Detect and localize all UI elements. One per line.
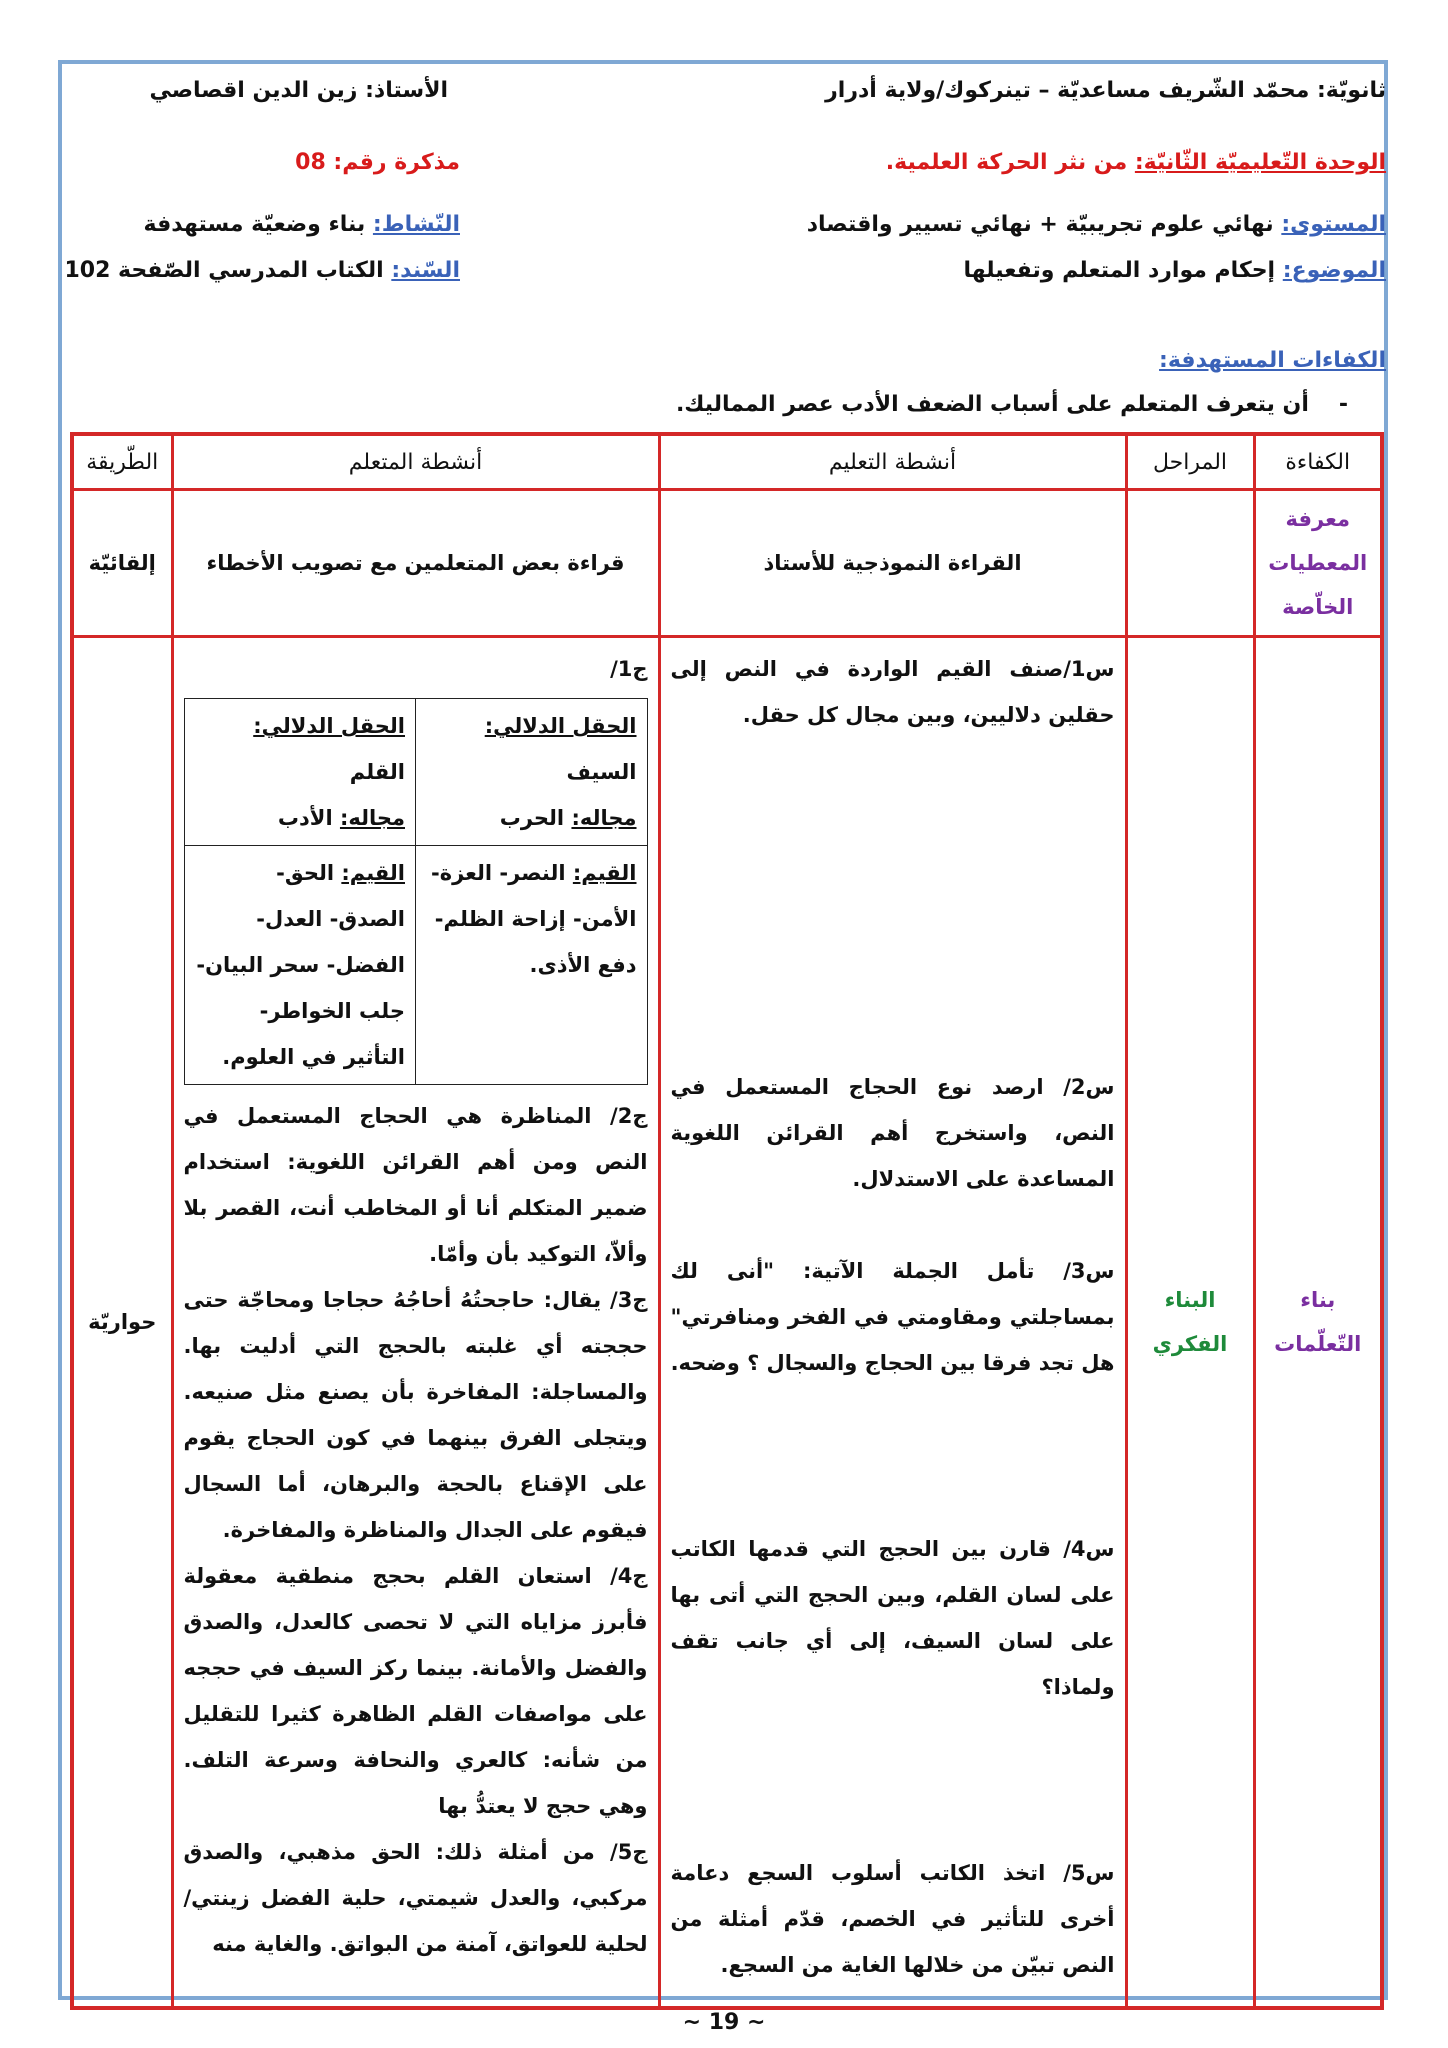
source-line xyxy=(64,258,460,283)
activity-label: النّشاط: xyxy=(372,212,460,237)
source-value: الكتاب المدرسي الصّفحة 102 xyxy=(64,258,392,283)
table-row xyxy=(72,637,1382,2009)
pen-field-label: الحقل الدلالي: xyxy=(253,714,405,738)
pen-values-value: الحق- الصدق- العدل- الفضل- سحر البيان- جلب الخواطر- التأثير في العلوم. xyxy=(196,861,405,1069)
goal-dash: - xyxy=(1338,392,1348,417)
answer-2: ج2/ المناظرة هي الحجاج المستعمل في النص ومن أهم القرائن اللغوية: استخدام ضمير المتكلم أنا أو المخاطب أنت، القصر بلا وألاّ، التوكيد بأن وأمّا. xyxy=(183,1104,648,1266)
pen-field-value: القلم xyxy=(349,760,405,784)
row1-competency: معرفة المعطيات الخاّصة xyxy=(1254,490,1382,637)
unit-label: الوحدة التّعليميّة الثّانيّة: xyxy=(1134,150,1386,175)
question-4: س4/ قارن بين الحجج التي قدمها الكاتب على لسان القلم، وبين الحجج التي أتى بها على لسان السيف، إلى أي جانب تقف ولماذا؟ xyxy=(670,1537,1115,1699)
table-header-row xyxy=(72,434,1382,490)
answer-3: ج3/ يقال: حاجحتُهُ أحاجُهُ حجاجا ومحاجّة حتى حججته أي غلبته بالحجج التي أدليت بها. والمساجلة: المفاخرة بأن يصنع مثل صنيعه. ويتجلى الفرق بينهما في كون الحجاج يقوم على الإقناع بالحجة والبرهان، أما السجال فيقوم على الجدال والمناظرة والمفاخرة. xyxy=(183,1288,648,1542)
header-competency: الكفاءة xyxy=(1254,434,1382,490)
row1-learner: قراءة بعض المتعلمين مع تصويب الأخطاء xyxy=(172,490,659,637)
pen-values-cell xyxy=(184,846,416,1085)
question-5: س5/ اتخذ الكاتب أسلوب السجع دعامة أخرى للتأثير في الخصم، قدّم أمثلة من النص تبيّن من خلالها الغاية من السجع. xyxy=(670,1861,1115,1977)
level-value: نهائي علوم تجريبيّة + نهائي تسيير واقتصاد xyxy=(806,212,1282,237)
question-2: س2/ ارصد نوع الحجاج المستعمل في النص، واستخرج أهم القرائن اللغوية المساعدة على الاستدلال. xyxy=(670,1075,1115,1191)
topic-label: الموضوع: xyxy=(1282,258,1386,283)
row2-method: حواريّة xyxy=(72,637,172,2009)
school-name: ثانويّة: محمّد الشّريف مساعديّة – تينركوك/ولاية أدرار xyxy=(825,78,1386,103)
pen-field-cell xyxy=(184,699,416,846)
activity-line xyxy=(144,212,460,237)
sword-field-cell xyxy=(416,699,648,846)
question-1: س1/صنف القيم الواردة في النص إلى حقلين دلاليين، وبين مجال كل حقل. xyxy=(670,657,1115,727)
topic-value: إحكام موارد المتعلم وتفعيلها xyxy=(963,258,1283,283)
goal-text: أن يتعرف المتعلم على أسباب الضعف الأدب عصر المماليك. xyxy=(675,392,1309,417)
question-3: س3/ تأمل الجملة الآتية: "أنى لك بمساجلتي ومقاومتي في الفخر ومنافرتي" هل تجد فرقا بين الحجاج والسجال ؟ وضحه. xyxy=(670,1259,1115,1375)
answer-5: ج5/ من أمثلة ذلك: الحق مذهبي، والصدق مركبي، والعدل شيمتي، حلية الفضل زينتي/ لحلية للعواتق، آمنة من البواتق. والغاية منه xyxy=(183,1840,648,1956)
sword-field-value: السيف xyxy=(566,760,637,784)
topic-line xyxy=(964,258,1386,283)
unit-title xyxy=(886,150,1386,175)
level-line xyxy=(807,212,1386,237)
competencies-label: الكفاءات المستهدفة: xyxy=(1159,348,1386,373)
pen-domain-value: الأدب xyxy=(277,806,340,830)
pen-domain-label: مجاله: xyxy=(339,806,405,830)
goal-line xyxy=(676,392,1348,417)
table-row xyxy=(184,699,647,846)
header-method: الطّريقة xyxy=(72,434,172,490)
level-label: المستوى: xyxy=(1281,212,1386,237)
sword-field-label: الحقل الدلالي: xyxy=(484,714,637,738)
row2-learner xyxy=(172,637,659,2009)
source-label: السّند: xyxy=(391,258,460,283)
sword-values-value: النصر- العزة- الأمن- إزاحة الظلم- دفع الأذى. xyxy=(430,861,637,977)
memo-number: مذكرة رقم: 08 xyxy=(295,150,460,175)
sword-values-cell xyxy=(416,846,648,1085)
header-stages: المراحل xyxy=(1126,434,1254,490)
row2-stage: البناء الفكري xyxy=(1126,637,1254,2009)
sword-domain-label: مجاله: xyxy=(571,806,637,830)
pen-values-label: القيم: xyxy=(341,861,405,885)
row2-teaching xyxy=(659,637,1126,2009)
row1-teaching: القراءة النموذجية للأستاذ xyxy=(659,490,1126,637)
lesson-table xyxy=(70,432,1384,2010)
activity-value: بناء وضعيّة مستهدفة xyxy=(143,212,373,237)
teacher-name: الأستاذ: زين الدين اقصاصي xyxy=(149,78,448,103)
table-row xyxy=(184,846,647,1085)
semantic-fields-table xyxy=(184,698,648,1085)
row1-stage xyxy=(1126,490,1254,637)
header-teaching: أنشطة التعليم xyxy=(659,434,1126,490)
row1-method: إلقائيّة xyxy=(72,490,172,637)
table-row xyxy=(72,490,1382,637)
sword-values-label: القيم: xyxy=(572,861,637,885)
page-number: ~ 19 ~ xyxy=(682,2010,766,2035)
answer-4: ج4/ استعان القلم بحجج منطقية معقولة فأبرز مزاياه التي لا تحصى كالعدل، والصدق والفضل والأمانة. بينما ركز السيف في حججه على مواصفات القلم الظاهرة كثيرا للتقليل من شأنه: كالعري والنحافة وسرعة التلف. وهي حجج لا يعتدُّ بها xyxy=(183,1564,648,1818)
header-learner: أنشطة المتعلم xyxy=(172,434,659,490)
sword-domain-value: الحرب xyxy=(499,806,572,830)
answer-1-label: ج1/ xyxy=(610,657,648,681)
row2-competency: بناء التّعلّمات xyxy=(1254,637,1382,2009)
unit-value: من نثر الحركة العلمية. xyxy=(885,150,1135,175)
